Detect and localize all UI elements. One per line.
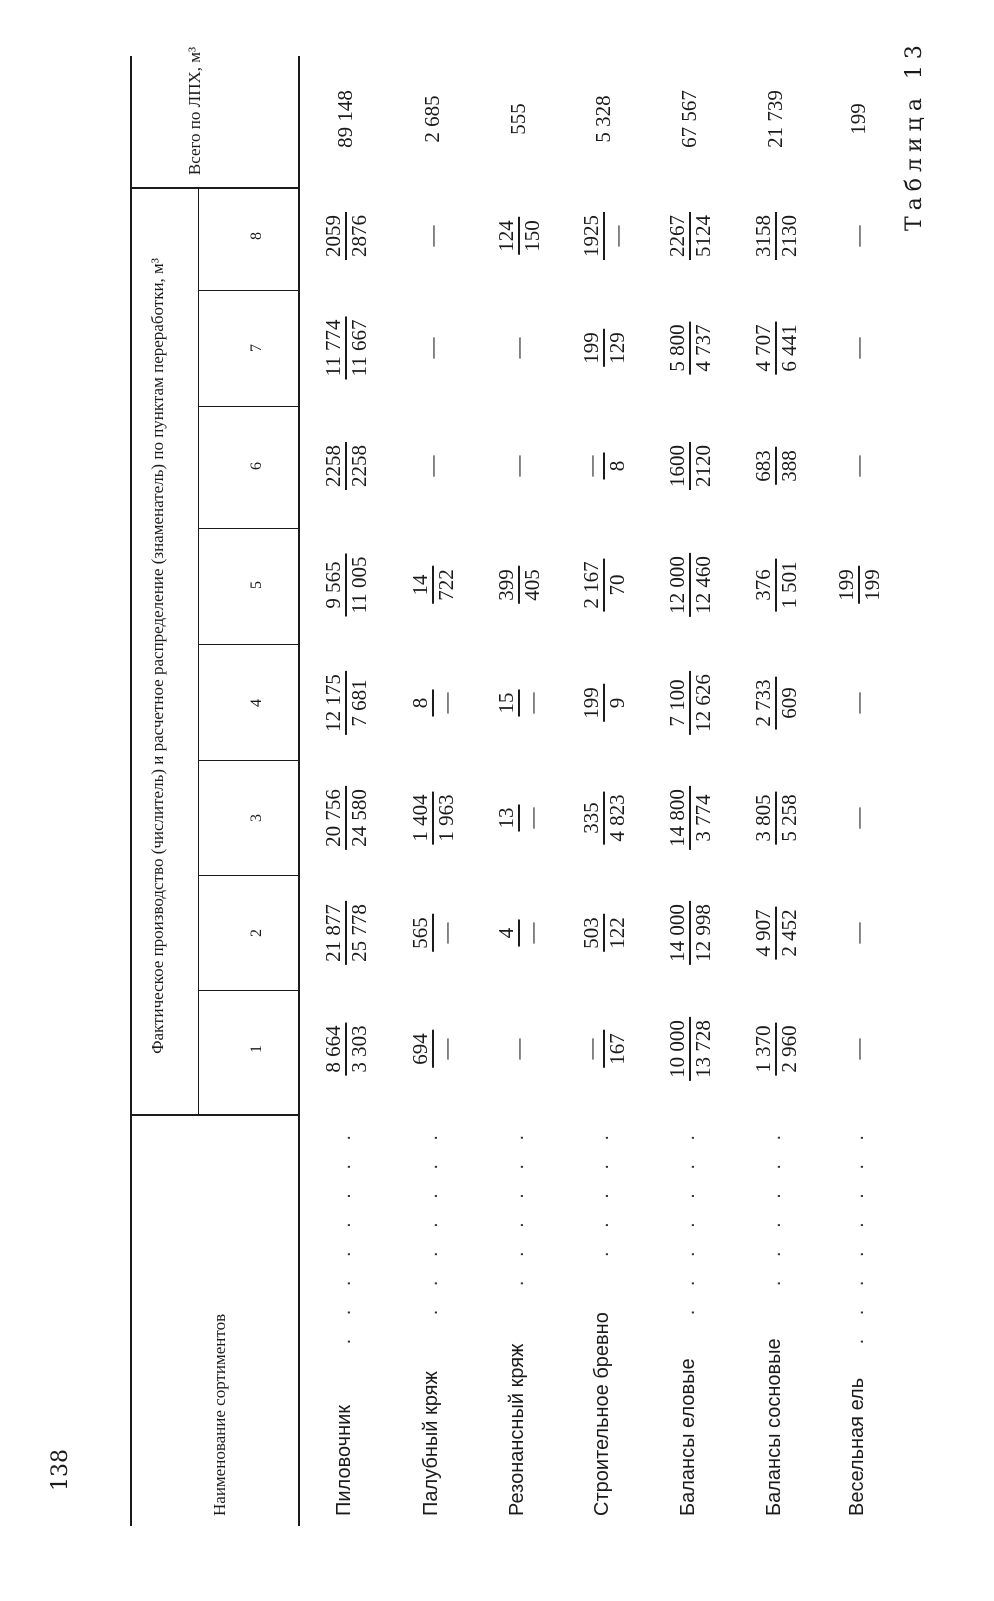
row-name: Строительное бревно <box>591 1312 613 1516</box>
leader-dots: . . . . . . . . <box>333 1126 355 1345</box>
denominator: 122 <box>604 917 629 949</box>
column-number: 7 <box>248 344 265 352</box>
numerator: 199 <box>834 569 858 601</box>
empty-cell-dash: — <box>846 807 870 829</box>
denominator: — <box>519 922 544 944</box>
fraction-cell <box>580 212 628 260</box>
numerator: 14 800 <box>665 789 689 847</box>
numerator: 8 <box>408 697 432 709</box>
numerator: 14 000 <box>665 904 689 962</box>
denominator: 5 258 <box>776 794 801 842</box>
fraction-cell <box>580 1030 628 1068</box>
fraction-cell <box>580 684 628 722</box>
numerator: 3158 <box>751 215 775 257</box>
fraction-cell <box>752 676 800 729</box>
denominator: 11 667 <box>346 319 371 377</box>
numerator: 2267 <box>665 215 689 257</box>
row-name: Балансы сосновые <box>763 1338 785 1516</box>
empty-cell-dash: — <box>846 1038 870 1060</box>
denominator: — <box>433 692 458 714</box>
fraction-cell <box>580 914 628 952</box>
fraction-cell <box>580 329 628 367</box>
numerator: 1 370 <box>751 1025 775 1073</box>
column-number: 1 <box>248 1045 265 1053</box>
denominator: — <box>433 1038 458 1060</box>
fraction-cell <box>409 690 457 717</box>
denominator: 7 681 <box>346 679 371 727</box>
numerator: — <box>579 1038 603 1060</box>
fraction-cell <box>752 321 800 374</box>
denominator: 3 303 <box>346 1025 371 1073</box>
leader-dots: . . . . . . <box>763 1126 785 1287</box>
empty-cell-dash: — <box>846 337 870 359</box>
numerator: 124 <box>494 220 518 252</box>
denominator: 24 580 <box>346 789 371 847</box>
denominator: 1 963 <box>433 794 458 842</box>
fraction-cell <box>666 1017 714 1081</box>
column-divider <box>198 644 298 645</box>
denominator: 12 998 <box>690 904 715 962</box>
fraction-cell <box>322 212 370 260</box>
table-top-rule <box>130 56 132 1526</box>
column-divider <box>198 290 298 291</box>
denominator: 3 774 <box>690 794 715 842</box>
denominator: — <box>519 692 544 714</box>
denominator: 1 501 <box>776 561 801 609</box>
numerator: 11 774 <box>321 319 345 377</box>
column-number: 2 <box>248 929 265 937</box>
numerator: 3 805 <box>751 794 775 842</box>
fraction-cell <box>409 914 457 952</box>
fraction-cell <box>752 447 800 485</box>
column-number: 4 <box>248 699 265 707</box>
fraction-cell <box>666 786 714 850</box>
denominator: 150 <box>519 220 544 252</box>
numerator: 4 907 <box>751 909 775 957</box>
fraction-cell <box>666 671 714 735</box>
fraction-cell <box>495 217 543 255</box>
fraction-cell <box>835 566 883 604</box>
denominator: 2 960 <box>776 1025 801 1073</box>
fraction-cell <box>666 212 714 260</box>
denominator: 2120 <box>690 445 715 487</box>
numerator: 335 <box>579 802 603 834</box>
fraction-cell <box>666 442 714 490</box>
fraction-cell <box>752 906 800 959</box>
row-total: 67 567 <box>677 90 701 148</box>
fraction-cell <box>580 791 628 844</box>
denominator: 12 626 <box>690 674 715 732</box>
fraction-cell <box>752 1022 800 1075</box>
fraction-cell <box>495 690 543 717</box>
denominator: 25 778 <box>346 904 371 962</box>
fraction-cell <box>322 442 370 490</box>
row-total: 21 739 <box>763 90 787 148</box>
fraction-cell <box>666 321 714 374</box>
numerator: 2059 <box>321 215 345 257</box>
group-header-rule <box>198 189 199 1116</box>
column-divider <box>198 760 298 761</box>
denominator: 199 <box>859 569 884 601</box>
empty-cell-dash: — <box>506 455 530 477</box>
denominator: 9 <box>604 697 629 709</box>
fraction-cell <box>322 317 370 380</box>
empty-cell-dash: — <box>420 337 444 359</box>
row-total: 5 328 <box>591 95 615 143</box>
leader-dots: . . . . . . <box>506 1126 528 1287</box>
numerator: 21 877 <box>321 904 345 962</box>
fraction-cell <box>322 786 370 850</box>
leader-dots: . . . . . <box>591 1126 613 1258</box>
numerator: 399 <box>494 569 518 601</box>
numerator: 683 <box>751 450 775 482</box>
empty-cell-dash: — <box>506 1038 530 1060</box>
numerator: 1925 <box>579 215 603 257</box>
header-group: Фактическое производство (числитель) и расчетное распределение (знаменатель) по пунктам переработки, м³ <box>148 258 167 1054</box>
numerator: 7 100 <box>665 679 689 727</box>
denominator: 4 823 <box>604 794 629 842</box>
numerator: 376 <box>751 569 775 601</box>
column-number: 3 <box>248 814 265 822</box>
numerator: 1 404 <box>408 794 432 842</box>
denominator: 722 <box>433 569 458 601</box>
header-total: Всего по ЛПХ, м³ <box>185 46 204 176</box>
denominator: 2258 <box>346 445 371 487</box>
fraction-cell <box>409 566 457 604</box>
empty-cell-dash: — <box>506 337 530 359</box>
fraction-cell <box>409 1030 457 1068</box>
numerator: 4 <box>494 927 518 939</box>
denominator: 5124 <box>690 215 715 257</box>
numerator: 2258 <box>321 445 345 487</box>
fraction-cell <box>322 901 370 965</box>
denominator: 12 460 <box>690 556 715 614</box>
column-divider <box>198 406 298 407</box>
column-number: 8 <box>248 232 265 240</box>
numerator: 8 664 <box>321 1025 345 1073</box>
column-divider <box>198 528 298 529</box>
leader-dots: . . . . . . . <box>677 1126 699 1316</box>
empty-cell-dash: — <box>846 455 870 477</box>
denominator: 609 <box>776 687 801 719</box>
denominator: 2876 <box>346 215 371 257</box>
numerator: 12 175 <box>321 674 345 732</box>
row-total: 89 148 <box>333 90 357 148</box>
denominator: — <box>433 922 458 944</box>
numerator: 9 565 <box>321 561 345 609</box>
header-bottom-rule <box>298 56 300 1526</box>
empty-cell-dash: — <box>846 692 870 714</box>
fraction-cell <box>322 1022 370 1075</box>
header-name-column: Наименование сортиментов <box>210 1313 229 1516</box>
column-divider <box>198 990 298 991</box>
fraction-cell <box>495 920 543 947</box>
column-divider <box>198 875 298 876</box>
denominator: 8 <box>604 460 629 472</box>
empty-cell-dash: — <box>420 225 444 247</box>
denominator: 6 441 <box>776 324 801 372</box>
leader-dots: . . . . . . . <box>420 1126 442 1316</box>
denominator: — <box>604 225 629 247</box>
page-number: 138 <box>48 1449 73 1491</box>
fraction-cell <box>752 791 800 844</box>
numerator: 565 <box>408 917 432 949</box>
row-total: 2 685 <box>420 95 444 143</box>
numerator: 4 707 <box>751 324 775 372</box>
fraction-cell <box>409 791 457 844</box>
numerator: 15 <box>494 692 518 714</box>
numerator: 12 000 <box>665 556 689 614</box>
denominator: 2 452 <box>776 909 801 957</box>
denominator: 2130 <box>776 215 801 257</box>
empty-cell-dash: — <box>846 922 870 944</box>
row-name: Пиловочник <box>333 1404 355 1516</box>
row-name: Балансы еловые <box>677 1358 699 1516</box>
fraction-cell <box>666 553 714 617</box>
numerator: 199 <box>579 332 603 364</box>
table-label: Таблица 13 <box>902 39 927 231</box>
numerator: 503 <box>579 917 603 949</box>
fraction-cell <box>752 212 800 260</box>
denominator: 70 <box>604 574 629 596</box>
numerator: 199 <box>579 687 603 719</box>
numerator: 2 167 <box>579 561 603 609</box>
empty-cell-dash: — <box>420 455 444 477</box>
numerator: 5 800 <box>665 324 689 372</box>
denominator: 129 <box>604 332 629 364</box>
fraction-cell <box>322 554 370 617</box>
fraction-cell <box>495 566 543 604</box>
denominator: — <box>519 807 544 829</box>
fraction-cell <box>666 901 714 965</box>
denominator: 4 737 <box>690 324 715 372</box>
column-number: 6 <box>248 462 265 470</box>
numerator: 2 733 <box>751 679 775 727</box>
row-total: 555 <box>506 103 530 135</box>
fraction-cell <box>752 558 800 611</box>
numerator: 694 <box>408 1033 432 1065</box>
row-name: Палубный кряж <box>420 1371 442 1516</box>
denominator: 11 005 <box>346 556 371 614</box>
fraction-cell <box>580 453 628 480</box>
fraction-cell <box>495 805 543 832</box>
empty-cell-dash: — <box>846 225 870 247</box>
numerator: 14 <box>408 574 432 596</box>
numerator: — <box>579 455 603 477</box>
numerator: 13 <box>494 807 518 829</box>
numerator: 20 756 <box>321 789 345 847</box>
denominator: 405 <box>519 569 544 601</box>
numerator: 10 000 <box>665 1020 689 1078</box>
row-name: Весельная ель <box>846 1377 868 1516</box>
denominator: 388 <box>776 450 801 482</box>
leader-dots: . . . . . . . . <box>846 1126 868 1345</box>
denominator: 167 <box>604 1033 629 1065</box>
denominator: 13 728 <box>690 1020 715 1078</box>
row-total: 199 <box>846 103 870 135</box>
fraction-cell <box>322 671 370 735</box>
column-number: 5 <box>248 581 265 589</box>
numerator: 1600 <box>665 445 689 487</box>
fraction-cell <box>580 558 628 611</box>
row-name: Резонансный кряж <box>506 1343 528 1516</box>
